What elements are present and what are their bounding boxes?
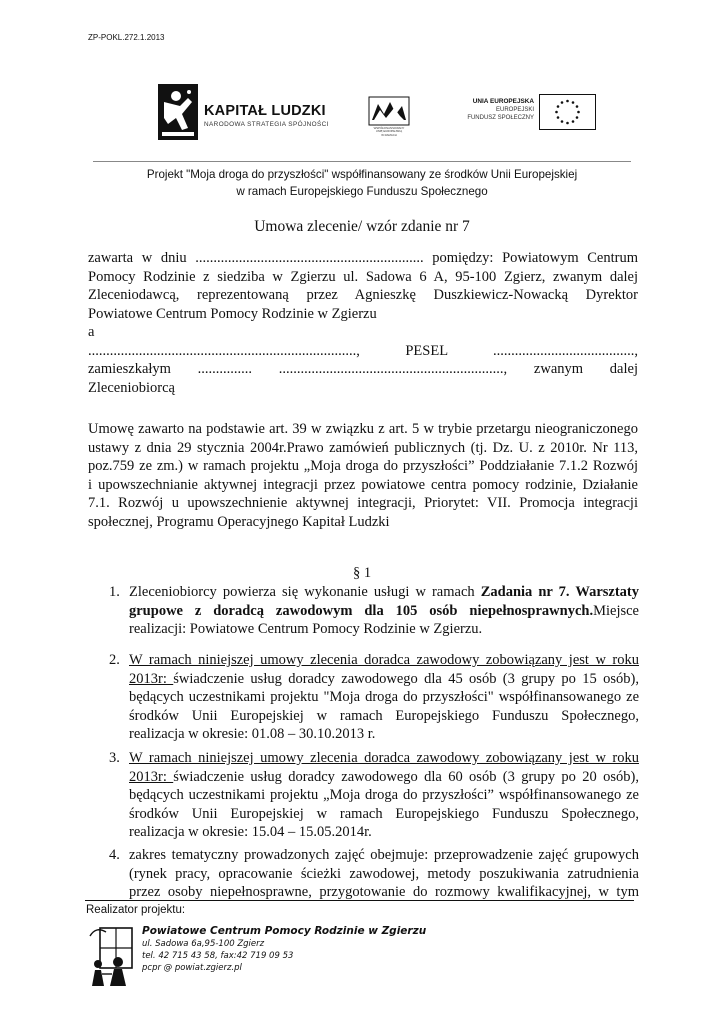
eu-fund-line: FUNDUSZ SPOŁECZNY (467, 115, 534, 121)
item-number: 1. (109, 584, 120, 600)
text-run: świadczenie usług doradcy zawodowego dla 45 osób (3 grupy po 15 osób), (173, 670, 639, 687)
text-line: .........................................................................., PESEL ......................................., (88, 342, 638, 359)
eu-cofinance-line: WSPÓŁFINANSOWANY (373, 126, 405, 130)
item-body (129, 651, 639, 744)
item-body (129, 846, 639, 902)
text-line (129, 602, 639, 621)
text-line (129, 768, 639, 787)
text-run: Zleceniobiorcy powierza się wykonanie usługi w ramach (129, 584, 481, 600)
text-line: W ramach niniejszej umowy zlecenia doradca zawodowy zobowiązany jest w roku (129, 750, 639, 766)
text-line: społecznej, Programu Operacyjnego Kapitał Ludzki (88, 513, 390, 530)
task-name-bold: grupowe z doradcą zawodowym dla 105 osób niepełnosprawnych. (129, 602, 594, 619)
item-number: 4. (109, 847, 120, 863)
text-line: W ramach niniejszej umowy zlecenia doradca zawodowy zobowiązany jest w roku (129, 652, 639, 668)
text-line: przez osoby niepełnosprawne, przygotowanie do rozmowy kwalifikacyjnej, w tym (129, 884, 639, 900)
section-heading: § 1 (352, 565, 372, 581)
kapital-ludzki-title: KAPITAŁ LUDZKI (204, 103, 326, 119)
text-line: Zleceniodawcą, reprezentowaną przez Agnieszkę Duszkiewicz-Nowacką Dyrektor (88, 287, 638, 303)
item-body (129, 749, 639, 842)
text-line: Zleceniobiorcą (88, 379, 175, 396)
header-divider (93, 161, 631, 162)
project-line: w ramach Europejskiego Funduszu Społecznego (236, 185, 488, 198)
text-line: Pomocy Rodzinie z siedziba w Zgierzu ul. Sadowa 6 A, 95-100 Zgierz, zwanym dalej (88, 268, 638, 285)
document-title: Umowa zlecenie/ wzór zdanie nr 7 (254, 218, 470, 235)
project-statement (93, 166, 631, 200)
footer-divider (85, 900, 634, 901)
text-line: (rynek pracy, opracowanie ścieżki zawodowej, metody poszukiwania zatrudnienia (129, 865, 639, 882)
text-line: realizacja w okresie: 15.04 – 15.05.2014r. (129, 824, 372, 840)
eu-cofinance-line: W RAMACH (381, 132, 397, 137)
text-line: Umowę zawarto na podstawie art. 39 w związku z art. 5 w trybie przetargu nieograniczonego (88, 421, 638, 437)
text-line: zawarta w dniu ............................................................... pomiędzy: Powiatowym Centrum (88, 250, 638, 266)
kapital-ludzki-emblem (158, 84, 198, 140)
text-line: realizacji: Powiatowe Centrum Pomocy Rodzinie w Zgierzu. (129, 621, 483, 637)
text-line: a (88, 324, 95, 340)
text-line: środków Unii Europejskiej w ramach Europejskiego Funduszu Społecznego, (129, 707, 639, 724)
text-line: środków Unii Europejskiej w ramach Europejskiego Funduszu Społecznego, (129, 805, 639, 822)
text-run: 2013r: (129, 670, 174, 687)
item-number: 2. (109, 652, 120, 668)
project-line: Projekt "Moja droga do przyszłości" współfinansowany ze środków Unii Europejskiej (146, 168, 578, 181)
text-line: i upowszechnianie aktywnej integracji przez powiatowe centra pomocy rodzinie, Działanie (88, 476, 638, 493)
pcpr-family-logo (88, 922, 138, 986)
pcpr-phone: tel. 42 715 43 58, fax:42 719 09 53 (142, 951, 294, 961)
text-line: 7.1. Rozwój u upowszechnienie aktywnej integracji, Priorytet: VII. Promocja integracji (88, 495, 638, 511)
document-reference: ZP-POKL.272.1.2013 (88, 33, 165, 42)
text-line: zakres tematyczny prowadzonych zajęć obejmuje: przeprowadzenie zajęć grupowych (129, 847, 639, 863)
item-number: 3. (109, 750, 120, 766)
eu-cofinance-logo (368, 96, 410, 126)
text-line: Powiatowe Centrum Pomocy Rodzinie w Zgierzu (88, 305, 377, 322)
eu-cofinance-line: UNIĘ EUROPEJSKĄ (375, 129, 403, 134)
text-run: świadczenie usług doradcy zawodowego dla 60 osób (3 grupy po 20 osób), (173, 768, 639, 785)
kapital-ludzki-subtitle: NARODOWA STRATEGIA SPÓJNOŚCI (204, 121, 329, 128)
task-name-bold: Zadania nr 7. Warsztaty (480, 584, 639, 600)
text-line (129, 670, 639, 689)
text-line: zamieszkałym ............... .............................................................., zwanym dalej (88, 361, 638, 377)
logo-bar (0, 80, 724, 150)
text-line: ustawy z dnia 29 stycznia 2004r.Prawo zamówień publicznych (tj. Dz. U. z 2010r. Nr 113, (88, 439, 638, 456)
text-run: 2013r: (129, 768, 174, 785)
pcpr-address: ul. Sadowa 6a,95-100 Zgierz (142, 939, 265, 949)
text-line: realizacja w okresie: 01.08 – 30.10.2013 r. (129, 726, 376, 742)
contract-parties (88, 249, 638, 397)
eu-name: UNIA EUROPEJSKA (472, 98, 534, 105)
legal-basis (88, 420, 638, 531)
eu-fund-text (440, 98, 534, 122)
eu-cofinance-text (366, 127, 412, 137)
text-run: Miejsce (593, 602, 639, 619)
footer-label: Realizator projektu: (86, 904, 186, 916)
item-body (129, 583, 639, 639)
eu-flag-icon (539, 94, 596, 130)
eu-fund-line: EUROPEJSKI (495, 107, 534, 113)
text-line: będących uczestnikami projektu "Moja droga do przyszłości" współfinansowanego ze (129, 689, 639, 705)
text-line (129, 583, 639, 602)
pcpr-email: pcpr @ powiat.zgierz.pl (142, 963, 242, 973)
text-line: będących uczestnikami projektu „Moja droga do przyszłości” współfinansowanego ze (129, 787, 639, 803)
pcpr-contact (142, 924, 426, 974)
pcpr-name: Powiatowe Centrum Pomocy Rodzinie w Zgierzu (142, 925, 427, 937)
text-line: poz.759 ze zm.) w ramach projektu „Moja droga do przyszłości” Poddziałanie 7.1.2 Rozwój (88, 458, 638, 474)
